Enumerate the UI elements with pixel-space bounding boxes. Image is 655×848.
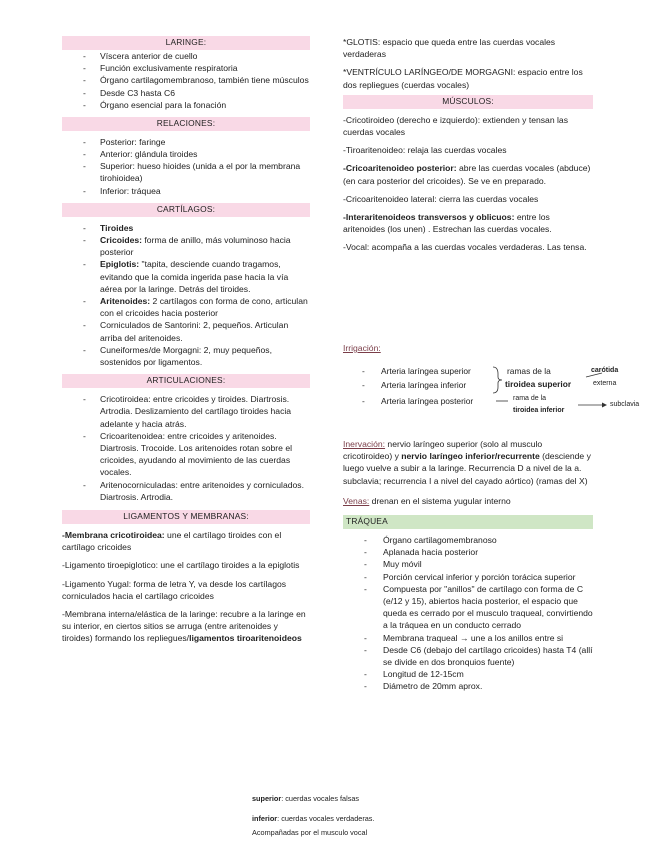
list-item: - Corniculados de Santorini: 2, pequeños. Articulan arriba del aritenoides.	[62, 319, 310, 343]
musculo-item: -Cricoaritenoideo lateral: cierra las cuerdas vocales	[343, 193, 539, 204]
glotis-note: *GLOTIS: espacio que queda entre las cuerdas vocales verdaderas	[343, 37, 556, 60]
venas-paragraph: Venas: drenan en el sistema yugular interno	[343, 495, 511, 506]
laringe-list	[62, 50, 310, 111]
tiroidea-inferior-label: tiroidea inferior	[513, 407, 565, 414]
traquea-header: TRÁQUEA	[343, 515, 593, 529]
externa-label: externa	[593, 380, 617, 387]
traquea-list	[343, 534, 593, 693]
list-item: - Epiglotis: "tapita, desciende cuando tragamos, evitando que la comida ingerida pase hacia la vía aérea por la laringe. Detrás del tiroides.	[62, 258, 310, 295]
list-item: - Aritenocorniculadas: entre aritenoides y corniculados. Diartrosis. Artrodia.	[62, 479, 310, 503]
list-item: - Órgano cartilagomembranoso	[343, 534, 593, 546]
list-item: - Anterior: glándula tiroides	[62, 148, 310, 160]
list-item: - Tiroides	[62, 222, 310, 234]
subclavia-label: subclavia	[610, 401, 640, 408]
right-lower-column	[343, 438, 593, 693]
list-item: - Compuesta por "anillos" de cartílago con forma de C (e/12 y 15), abiertos hacia posterior, el espacio que queda es cerrado por el musculo traqueal, convirtiendo a la tráquea en un conducto cerrado	[343, 583, 593, 632]
list-item: - Desde C3 hasta C6	[62, 87, 310, 99]
list-item: - Órgano esencial para la fonación	[62, 99, 310, 111]
list-item: - Cricotiroidea: entre cricoides y tiroides. Diartrosis. Artrodia. Deslizamiento del cartílago tiroides hacia adelante y hacia atrás.	[62, 393, 310, 430]
note-inferior: inferior: cuerdas vocales verdaderas.	[252, 814, 375, 823]
irrigacion-title: Irrigación:	[343, 343, 381, 353]
musculo-item: -Interaritenoideos transversos y oblicuos: entre los aritenoides (los unen) . Estrechan las cuerdas vocales.	[343, 211, 552, 235]
list-item: - Aplanada hacia posterior	[343, 546, 593, 558]
dash-mark: -	[362, 380, 365, 390]
ligamento-paragraph: -Ligamento Yugal: forma de letra Y, va desde los cartílagos corniculados hacia el cartílago cricoides	[62, 578, 287, 601]
note-superior: superior: cuerdas vocales falsas	[252, 794, 360, 803]
list-item: - Porción cervical inferior y porción torácica superior	[343, 571, 593, 583]
list-item: - Órgano cartilagomembranoso, también tiene músculos	[62, 74, 310, 86]
tiroidea-superior-label: tiroidea superior	[505, 379, 572, 389]
rama-de-la-label: rama de la	[513, 395, 547, 402]
list-item: - Longitud de 12-15cm	[343, 668, 593, 680]
arteria-posterior: Arteria laríngea posterior	[381, 396, 474, 406]
musculo-item: -Tiroaritenoideo: relaja las cuerdas vocales	[343, 145, 507, 156]
dash-mark: -	[362, 366, 365, 376]
ligamento-paragraph: -Membrana cricotiroidea: une el cartílago tiroides con el cartílago cricoides	[62, 529, 282, 553]
list-item: - Desde C6 (debajo del cartílago cricoides) hasta T4 (allí se divide en dos bronquios fuente)	[343, 644, 593, 668]
list-item: - Aritenoides: 2 cartílagos con forma de cono, articulan con el cricoides hacia posterior	[62, 295, 310, 319]
carotida-label: carótida	[591, 367, 619, 374]
ventriculo-note: *VENTRÍCULO LARÍNGEO/DE MORGAGNI: espacio entre los dos repliegues (cuerdas vocales)	[343, 67, 583, 90]
list-item: - Posterior: faringe	[62, 136, 310, 148]
brace-icon	[493, 367, 502, 393]
cartilagos-header: CARTÍLAGOS:	[62, 203, 310, 217]
musculos-header: MÚSCULOS:	[343, 95, 593, 109]
list-item: - Diámetro de 20mm aprox.	[343, 680, 593, 692]
list-item: - Membrana traqueal → une a los anillos entre si	[343, 632, 593, 644]
list-item: - Función exclusivamente respiratoria	[62, 62, 310, 74]
left-column	[62, 36, 310, 645]
laringe-header: LARINGE:	[62, 36, 310, 50]
musculo-item: -Cricoaritenoideo posterior: abre las cuerdas vocales (abduce) (en cara posterior del cricoides). Se ve en preparado.	[343, 163, 591, 186]
ligamentos-header: LIGAMENTOS Y MEMBRANAS:	[62, 510, 310, 524]
ligamento-paragraph: -Ligamento tiroepiglotico: une el cartílago tiroides a la epiglotis	[62, 560, 300, 571]
relaciones-list	[62, 136, 310, 197]
list-item: - Superior: hueso hioides (unida a el por la membrana tirohioidea)	[62, 160, 310, 184]
musculo-item: -Vocal: acompaña a las cuerdas vocales verdaderas. Las tensa.	[343, 242, 587, 253]
list-item: - Inferior: tráquea	[62, 185, 310, 197]
arteria-superior: Arteria laríngea superior	[381, 366, 471, 376]
arrowhead-icon	[602, 403, 607, 408]
dash-mark: -	[362, 396, 365, 406]
ramas-label: ramas de la	[507, 366, 551, 376]
musculo-item: -Cricotiroideo (derecho e izquierdo): extienden y tensan las cuerdas vocales	[343, 114, 568, 137]
right-column	[343, 36, 593, 254]
list-item: - Víscera anterior de cuello	[62, 50, 310, 62]
arteria-inferior: Arteria laríngea inferior	[381, 380, 467, 390]
relaciones-header: RELACIONES:	[62, 117, 310, 131]
articulaciones-list	[62, 393, 310, 503]
list-item: - Cuneiformes/de Morgagni: 2, muy pequeños, sostenidos por ligamentos.	[62, 344, 310, 368]
note-acompanadas: Acompañadas por el musculo vocal	[252, 828, 368, 837]
inervacion-paragraph: Inervación: nervio laríngeo superior (solo al musculo cricotiroideo) y nervio laríngeo inferior/recurrente (desciende y luego vuelve a subir a la laringe. Recurrencia D a nivel de la a. subclavia; recurrencia I a nivel del cayado aórtico) (ramas del X)	[343, 439, 591, 486]
articulaciones-header: ARTICULACIONES:	[62, 374, 310, 388]
list-item: - Cricoaritenoidea: entre cricoides y aritenoides. Diartrosis. Trocoide. Los aritenoides rotan sobre el cricoides, ayudando al movimiento de las cuerdas vocales.	[62, 430, 310, 479]
list-item: - Cricoides: forma de anillo, más voluminoso hacia posterior	[62, 234, 310, 258]
list-item: - Muy móvil	[343, 558, 593, 570]
ligamento-paragraph: -Membrana interna/elástica de la laringe: recubre a la laringe en su interior, en ciertos sitios se arruga (entre aritenoides y tiroides) formando los repliegues/ligamentos tiroaritenoideos	[62, 608, 306, 644]
cartilagos-list	[62, 222, 310, 368]
